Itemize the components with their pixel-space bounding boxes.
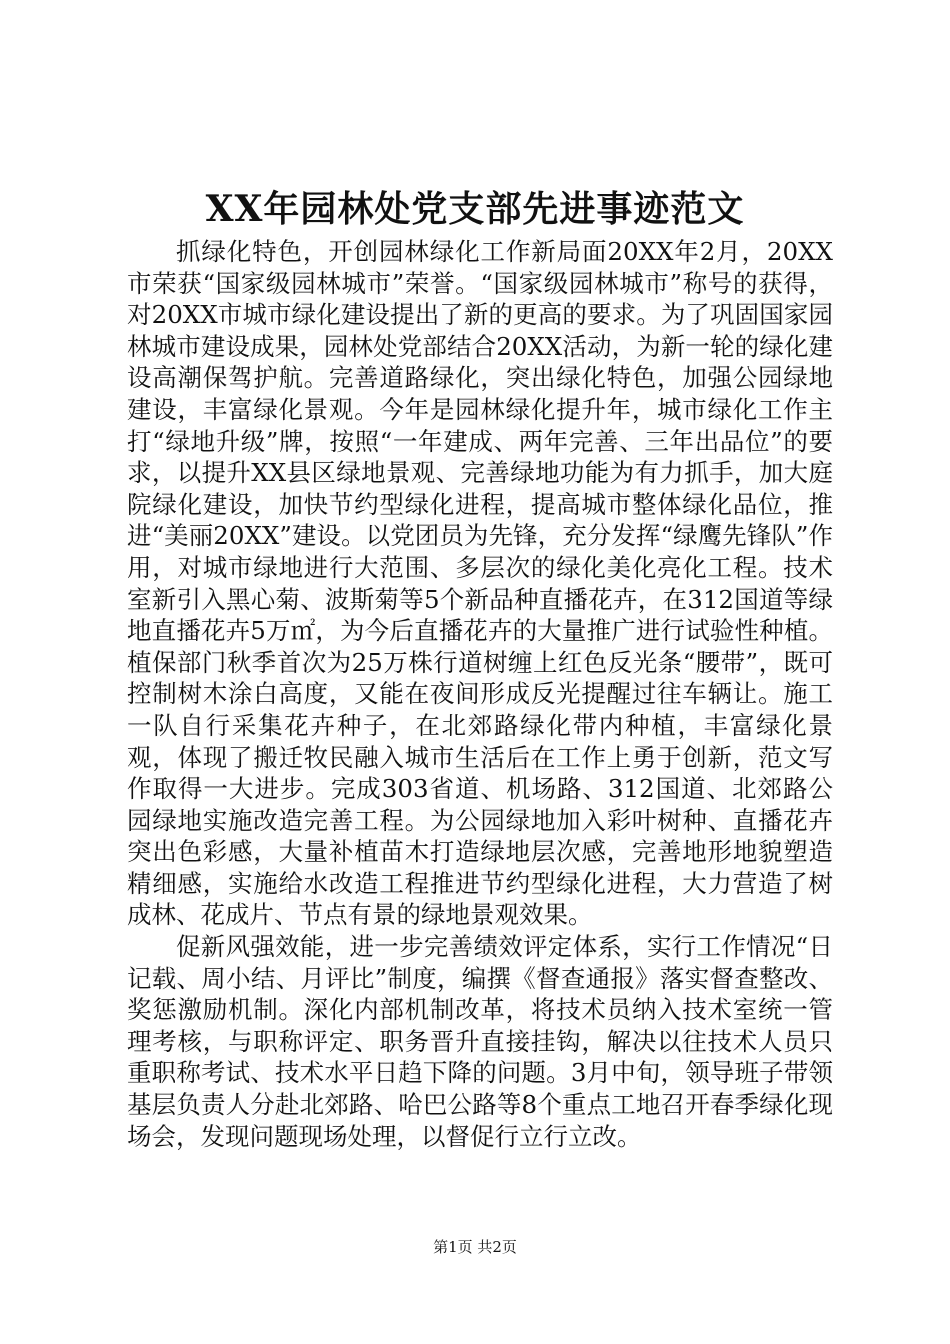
document-title: XX年园林处党支部先进事迹范文	[205, 188, 745, 230]
document-body	[127, 236, 833, 1152]
page-number-footer: 第1页 共2页	[433, 1238, 517, 1256]
paragraph-2: 促新风强效能，进一步完善绩效评定体系，实行工作情况“日记载、周小结、月评比”制度，编撰《督查通报》落实督查整改、奖惩激励机制。深化内部机制改革，将技术员纳入技术室统一管理考核，与职称评定、职务晋升直接挂钩，解决以往技术人员只重职称考试、技术水平日趋下降的问题。3月中旬，领导班子带领基层负责人分赴北郊路、哈巴公路等8个重点工地召开春季绿化现场会，发现问题现场处理，以督促行立行立改。	[127, 932, 833, 1151]
paragraph-1: 抓绿化特色，开创园林绿化工作新局面20XX年2月，20XX市荣获“国家级园林城市”荣誉。“国家级园林城市”称号的获得，对20XX市城市绿化建设提出了新的更高的要求。为了巩固国家园林城市建设成果，园林处党部结合20XX活动，为新一轮的绿化建设高潮保驾护航。完善道路绿化，突出绿化特色，加强公园绿地建设，丰富绿化景观。今年是园林绿化提升年，城市绿化工作主打“绿地升级”牌，按照“一年建成、两年完善、三年出品位”的要求，以提升XX县区绿地景观、完善绿地功能为有力抓手，加大庭院绿化建设，加快节约型绿化进程，提高城市整体绿化品位，推进“美丽20XX”建设。以党团员为先锋，充分发挥“绿鹰先锋队”作用，对城市绿地进行大范围、多层次的绿化美化亮化工程。技术室新引入黑心菊、波斯菊等5个新品种直播花卉，在312国道等绿地直播花卉5万㎡，为今后直播花卉的大量推广进行试验性种植。植保部门秋季首次为25万株行道树缠上红色反光条“腰带”，既可控制树木涂白高度，又能在夜间形成反光提醒过往车辆让。施工一队自行采集花卉种子，在北郊路绿化带内种植，丰富绿化景观，体现了搬迁牧民融入城市生活后在工作上勇于创新，范文写作取得一大进步。完成303省道、机场路、312国道、北郊路公园绿地实施改造完善工程。为公园绿地加入彩叶树种、直播花卉突出色彩感，大量补植苗木打造绿地层次感，完善地形地貌塑造精细感，实施给水改造工程推进节约型绿化进程，大力营造了树成林、花成片、节点有景的绿地景观效果。	[127, 237, 833, 930]
